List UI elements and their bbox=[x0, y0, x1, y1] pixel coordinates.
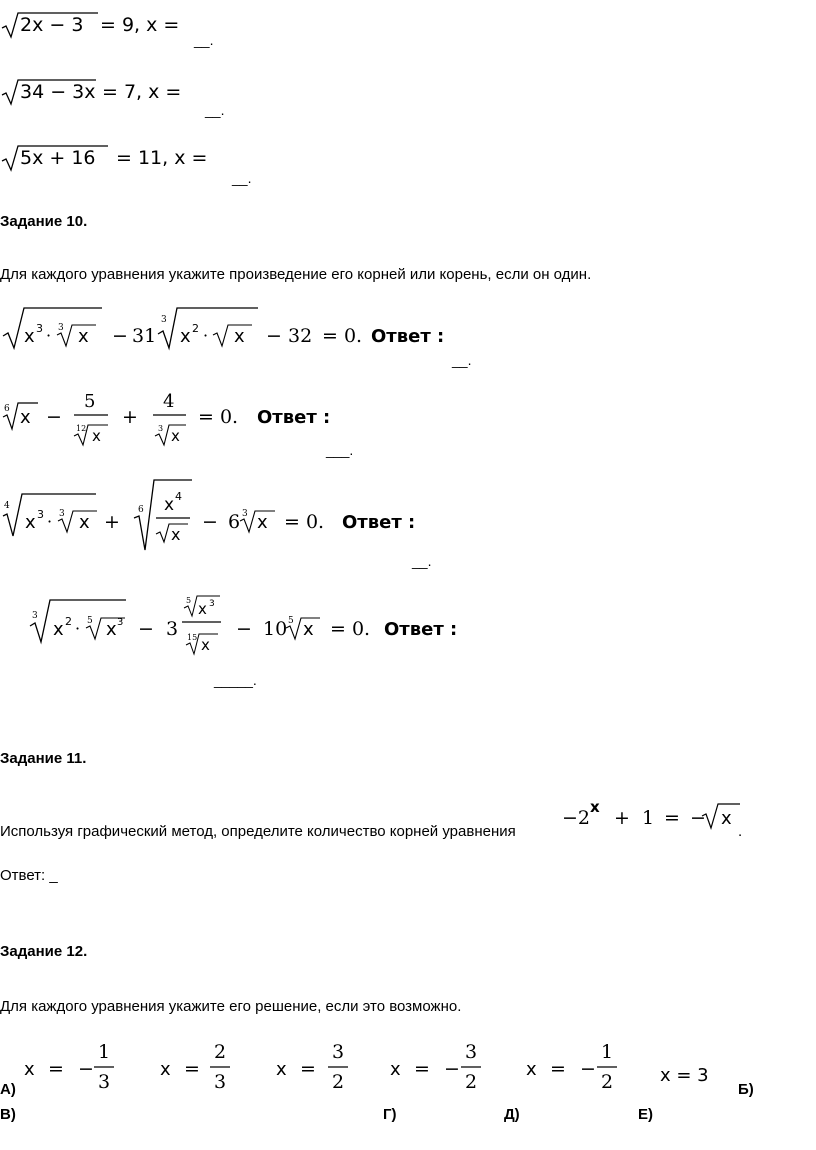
svg-text:−2: −2 bbox=[562, 807, 591, 829]
option-4 bbox=[390, 1041, 481, 1093]
eq1-answer-label: Ответ : bbox=[371, 326, 445, 347]
svg-text:x = 3: x = 3 bbox=[660, 1065, 709, 1086]
svg-text:x: x bbox=[257, 512, 268, 533]
radicand-1: 2x − 3 bbox=[20, 14, 84, 36]
svg-text:5: 5 bbox=[288, 616, 294, 626]
svg-text:5: 5 bbox=[84, 391, 96, 412]
svg-text:3: 3 bbox=[37, 508, 44, 521]
svg-text:x: x bbox=[78, 326, 89, 347]
svg-text:10: 10 bbox=[263, 618, 288, 640]
rhs-1: = 9, x = bbox=[100, 14, 180, 36]
svg-text:3: 3 bbox=[161, 315, 167, 325]
svg-text:3: 3 bbox=[332, 1041, 345, 1063]
svg-text:3: 3 bbox=[214, 1071, 227, 1093]
task10-blank-1[interactable]: __. bbox=[452, 352, 472, 368]
svg-text:= 0.: = 0. bbox=[330, 618, 371, 640]
svg-text:2: 2 bbox=[214, 1041, 227, 1063]
svg-text:x: x bbox=[20, 407, 31, 428]
task10-equation-4 bbox=[26, 590, 466, 662]
svg-text:−: − bbox=[78, 1058, 94, 1080]
task11-equation bbox=[560, 796, 750, 836]
svg-text:=: = bbox=[550, 1058, 566, 1080]
task12-options bbox=[0, 1038, 816, 1098]
option-2 bbox=[160, 1041, 230, 1093]
svg-text:15: 15 bbox=[187, 633, 198, 642]
svg-text:2: 2 bbox=[465, 1071, 478, 1093]
svg-text:3: 3 bbox=[209, 599, 215, 609]
svg-text:6: 6 bbox=[228, 511, 241, 533]
svg-text:x: x bbox=[171, 525, 181, 544]
svg-text:=: = bbox=[664, 807, 680, 829]
svg-text:−: − bbox=[580, 1058, 596, 1080]
svg-text:−: − bbox=[112, 325, 128, 347]
svg-text:x: x bbox=[53, 619, 64, 640]
svg-text:4: 4 bbox=[163, 391, 175, 412]
svg-text:6: 6 bbox=[4, 404, 10, 414]
eq1-coef: 31 bbox=[132, 325, 157, 347]
svg-text:= 0.: = 0. bbox=[284, 511, 325, 533]
svg-text:x: x bbox=[390, 1059, 401, 1080]
svg-text:+: + bbox=[614, 807, 630, 829]
svg-text:x: x bbox=[526, 1059, 537, 1080]
svg-text:x: x bbox=[92, 427, 101, 445]
task10-equation-3 bbox=[0, 476, 420, 556]
svg-text:x: x bbox=[590, 798, 600, 816]
svg-text:5: 5 bbox=[186, 596, 192, 605]
svg-text:x: x bbox=[79, 512, 90, 533]
svg-text:−: − bbox=[444, 1058, 460, 1080]
option-5 bbox=[526, 1041, 617, 1093]
svg-text:+: + bbox=[122, 406, 138, 428]
svg-text:3: 3 bbox=[465, 1041, 478, 1063]
svg-text:4: 4 bbox=[175, 490, 182, 503]
option-6 bbox=[660, 1065, 709, 1086]
svg-text:1: 1 bbox=[98, 1041, 111, 1063]
svg-text:2: 2 bbox=[601, 1071, 614, 1093]
answer-blank-2[interactable]: __. bbox=[205, 102, 225, 118]
svg-text:x: x bbox=[106, 619, 117, 640]
svg-text:3: 3 bbox=[158, 424, 164, 433]
svg-text:−: − bbox=[202, 511, 218, 533]
svg-text:−: − bbox=[236, 618, 252, 640]
svg-text:−: − bbox=[690, 807, 706, 829]
svg-text:x: x bbox=[25, 512, 36, 533]
svg-text:Ответ :: Ответ : bbox=[384, 619, 458, 640]
svg-text:3: 3 bbox=[32, 611, 38, 621]
task10-blank-3[interactable]: __. bbox=[412, 553, 432, 569]
task11-instruction: Используя графический метод, определите количество корней уравнения bbox=[0, 823, 516, 840]
option-1 bbox=[24, 1041, 114, 1093]
svg-text:1: 1 bbox=[601, 1041, 614, 1063]
svg-text:x: x bbox=[24, 326, 35, 347]
svg-text:3: 3 bbox=[166, 618, 179, 640]
svg-text:−: − bbox=[266, 325, 282, 347]
svg-text:5: 5 bbox=[87, 616, 93, 626]
svg-text:x: x bbox=[303, 619, 314, 640]
svg-text:·: · bbox=[203, 326, 209, 345]
label-b: Б) bbox=[738, 1081, 754, 1098]
task11-title: Задание 11. bbox=[0, 750, 87, 767]
task10-blank-2[interactable]: ___. bbox=[326, 442, 354, 458]
svg-text:x: x bbox=[164, 495, 175, 515]
svg-text:x: x bbox=[180, 326, 191, 347]
label-v: В) bbox=[0, 1106, 16, 1123]
svg-text:−: − bbox=[138, 618, 154, 640]
svg-text:x: x bbox=[234, 326, 245, 347]
label-g: Г) bbox=[383, 1106, 397, 1123]
svg-text:=: = bbox=[414, 1058, 430, 1080]
eq1-rhs: = 0. bbox=[322, 325, 363, 347]
task10-equation-2 bbox=[0, 385, 340, 447]
svg-text:=: = bbox=[300, 1058, 316, 1080]
svg-text:3: 3 bbox=[117, 617, 124, 628]
radicand-3: 5x + 16 bbox=[20, 147, 96, 169]
task12-title: Задание 12. bbox=[0, 943, 88, 960]
svg-text:3: 3 bbox=[36, 322, 43, 335]
svg-text:x: x bbox=[171, 427, 180, 445]
svg-text:−: − bbox=[46, 406, 62, 428]
task10-instruction: Для каждого уравнения укажите произведение его корней или корень, если он один. bbox=[0, 266, 592, 283]
task12-instruction: Для каждого уравнения укажите его решение, если это возможно. bbox=[0, 998, 462, 1015]
svg-text:x: x bbox=[160, 1059, 171, 1080]
svg-text:3: 3 bbox=[58, 323, 64, 333]
label-e: Е) bbox=[638, 1106, 653, 1123]
radicand-2: 34 − 3x bbox=[20, 81, 96, 103]
svg-text:3: 3 bbox=[98, 1071, 111, 1093]
svg-text:4: 4 bbox=[4, 501, 10, 511]
task10-blank-4[interactable]: _____. bbox=[214, 672, 257, 688]
svg-text:x: x bbox=[24, 1059, 35, 1080]
svg-text:·: · bbox=[75, 619, 81, 638]
svg-text:3: 3 bbox=[242, 509, 248, 519]
svg-text:+: + bbox=[104, 511, 120, 533]
svg-text:x: x bbox=[721, 808, 732, 829]
rhs-2: = 7, x = bbox=[102, 81, 182, 103]
task11-answer[interactable]: Ответ: _ bbox=[0, 867, 58, 884]
svg-text:=: = bbox=[48, 1058, 64, 1080]
svg-text:2: 2 bbox=[332, 1071, 345, 1093]
svg-text:=: = bbox=[184, 1058, 200, 1080]
svg-text:12: 12 bbox=[76, 424, 87, 433]
svg-text:x: x bbox=[276, 1059, 287, 1080]
label-a: А) bbox=[0, 1081, 16, 1098]
eq1-const: 32 bbox=[288, 325, 313, 347]
task10-title: Задание 10. bbox=[0, 213, 88, 230]
answer-blank-3[interactable]: __. bbox=[232, 170, 252, 186]
svg-text:1: 1 bbox=[642, 807, 655, 829]
svg-text:3: 3 bbox=[59, 509, 65, 519]
svg-text:= 0.: = 0. bbox=[198, 406, 239, 428]
rhs-3: = 11, x = bbox=[116, 147, 208, 169]
option-3 bbox=[276, 1041, 348, 1093]
svg-text:Ответ :: Ответ : bbox=[257, 407, 331, 428]
svg-text:·: · bbox=[46, 326, 52, 345]
svg-text:Ответ :: Ответ : bbox=[342, 512, 416, 533]
label-d: Д) bbox=[504, 1106, 520, 1123]
svg-text:2: 2 bbox=[192, 322, 199, 335]
svg-text:6: 6 bbox=[138, 505, 144, 515]
svg-text:2: 2 bbox=[65, 615, 72, 628]
task10-equation-1 bbox=[0, 300, 480, 360]
svg-text:·: · bbox=[47, 512, 53, 531]
answer-blank-1[interactable]: __. bbox=[194, 32, 214, 48]
svg-text:x: x bbox=[198, 600, 207, 618]
svg-text:x: x bbox=[201, 636, 210, 654]
